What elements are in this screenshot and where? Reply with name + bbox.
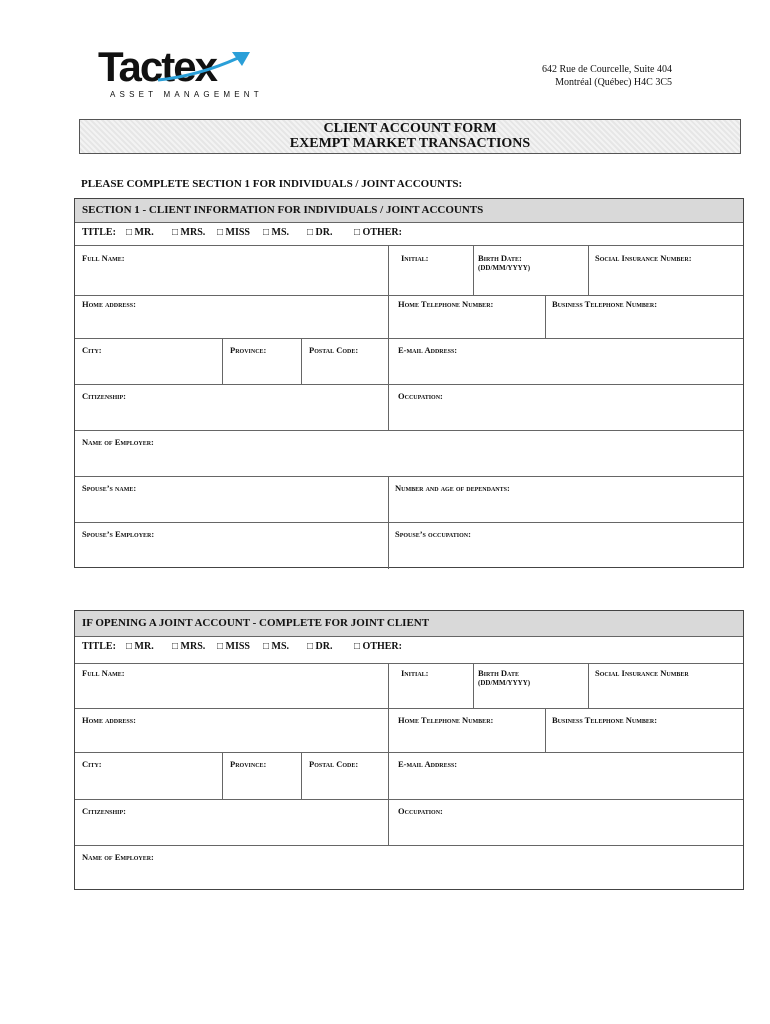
title-label: TITLE: bbox=[82, 227, 116, 238]
address-line-1: 642 Rue de Courcelle, Suite 404 bbox=[542, 64, 672, 75]
joint-title-option-mrs[interactable]: □ MRS. bbox=[172, 641, 206, 652]
joint-employer-field[interactable]: Name of Employer: bbox=[82, 852, 154, 862]
sin-field[interactable]: Social Insurance Number: bbox=[595, 253, 692, 263]
title-option-other[interactable]: □ OTHER: bbox=[354, 227, 402, 238]
joint-full-name-field[interactable]: Full Name: bbox=[82, 668, 125, 678]
business-phone-field[interactable]: Business Telephone Number: bbox=[552, 299, 658, 309]
joint-sin-field[interactable]: Social Insurance Number bbox=[595, 668, 689, 678]
instruction-text: PLEASE COMPLETE SECTION 1 FOR INDIVIDUALS / JOINT ACCOUNTS: bbox=[81, 178, 463, 190]
joint-client-heading: IF OPENING A JOINT ACCOUNT - COMPLETE FOR JOINT CLIENT bbox=[75, 611, 743, 637]
joint-occupation-field[interactable]: Occupation: bbox=[398, 806, 443, 816]
section-1-form bbox=[74, 198, 744, 568]
joint-title-option-ms[interactable]: □ MS. bbox=[263, 641, 290, 652]
joint-home-phone-field[interactable]: Home Telephone Number: bbox=[398, 715, 494, 725]
title-option-miss[interactable]: □ MISS bbox=[217, 227, 250, 238]
joint-title-label: TITLE: bbox=[82, 641, 116, 652]
birth-date-field[interactable]: Birth Date: bbox=[478, 253, 522, 263]
joint-email-field[interactable]: E-mail Address: bbox=[398, 759, 458, 769]
joint-city-field[interactable]: City: bbox=[82, 759, 102, 769]
logo-subtitle: ASSET MANAGEMENT bbox=[110, 90, 263, 99]
joint-title-option-mr[interactable]: □ MR. bbox=[126, 641, 154, 652]
title-option-mr[interactable]: □ MR. bbox=[126, 227, 154, 238]
title-option-mrs[interactable]: □ MRS. bbox=[172, 227, 206, 238]
address-line-2: Montréal (Québec) H4C 3C5 bbox=[555, 77, 672, 88]
form-title-box bbox=[79, 119, 741, 154]
title-option-ms[interactable]: □ MS. bbox=[263, 227, 290, 238]
joint-home-address-field[interactable]: Home address: bbox=[82, 715, 136, 725]
email-field[interactable]: E-mail Address: bbox=[398, 345, 458, 355]
joint-title-option-miss[interactable]: □ MISS bbox=[217, 641, 250, 652]
form-title: CLIENT ACCOUNT FORM bbox=[323, 121, 497, 136]
company-address bbox=[542, 63, 672, 89]
joint-initial-field[interactable]: Initial: bbox=[401, 668, 429, 678]
joint-client-form bbox=[74, 610, 744, 890]
joint-title-option-other[interactable]: □ OTHER: bbox=[354, 641, 402, 652]
employer-field[interactable]: Name of Employer: bbox=[82, 437, 154, 447]
joint-province-field[interactable]: Province: bbox=[230, 759, 267, 769]
full-name-field[interactable]: Full Name: bbox=[82, 253, 125, 263]
section-1-title-row bbox=[75, 223, 743, 246]
spouse-name-field[interactable]: Spouse’s name: bbox=[82, 483, 137, 493]
form-subtitle: EXEMPT MARKET TRANSACTIONS bbox=[289, 136, 531, 151]
section-1-heading: SECTION 1 - CLIENT INFORMATION FOR INDIVIDUALS / JOINT ACCOUNTS bbox=[75, 199, 743, 223]
postal-code-field[interactable]: Postal Code: bbox=[309, 345, 359, 355]
joint-business-phone-field[interactable]: Business Telephone Number: bbox=[552, 715, 658, 725]
home-phone-field[interactable]: Home Telephone Number: bbox=[398, 299, 494, 309]
home-address-field[interactable]: Home address: bbox=[82, 299, 136, 309]
occupation-field[interactable]: Occupation: bbox=[398, 391, 443, 401]
joint-title-option-dr[interactable]: □ DR. bbox=[307, 641, 333, 652]
citizenship-field[interactable]: Citizenship: bbox=[82, 391, 126, 401]
spouse-occupation-field[interactable]: Spouse’s occupation: bbox=[395, 529, 471, 539]
joint-title-row bbox=[75, 637, 743, 664]
joint-citizenship-field[interactable]: Citizenship: bbox=[82, 806, 126, 816]
spouse-employer-field[interactable]: Spouse’s Employer: bbox=[82, 529, 155, 539]
initial-field[interactable]: Initial: bbox=[401, 253, 429, 263]
company-logo bbox=[98, 43, 263, 104]
dependants-field[interactable]: Number and age of dependants: bbox=[395, 483, 510, 493]
joint-birth-date-field[interactable]: Birth Date bbox=[478, 668, 519, 678]
joint-birth-date-format: (DD/MM/YYYY) bbox=[478, 679, 531, 687]
birth-date-format: (DD/MM/YYYY) bbox=[478, 264, 531, 272]
joint-postal-code-field[interactable]: Postal Code: bbox=[309, 759, 359, 769]
province-field[interactable]: Province: bbox=[230, 345, 267, 355]
title-option-dr[interactable]: □ DR. bbox=[307, 227, 333, 238]
city-field[interactable]: City: bbox=[82, 345, 102, 355]
logo-swoosh-icon bbox=[98, 43, 258, 90]
logo-wordmark: Tactex bbox=[98, 43, 216, 90]
